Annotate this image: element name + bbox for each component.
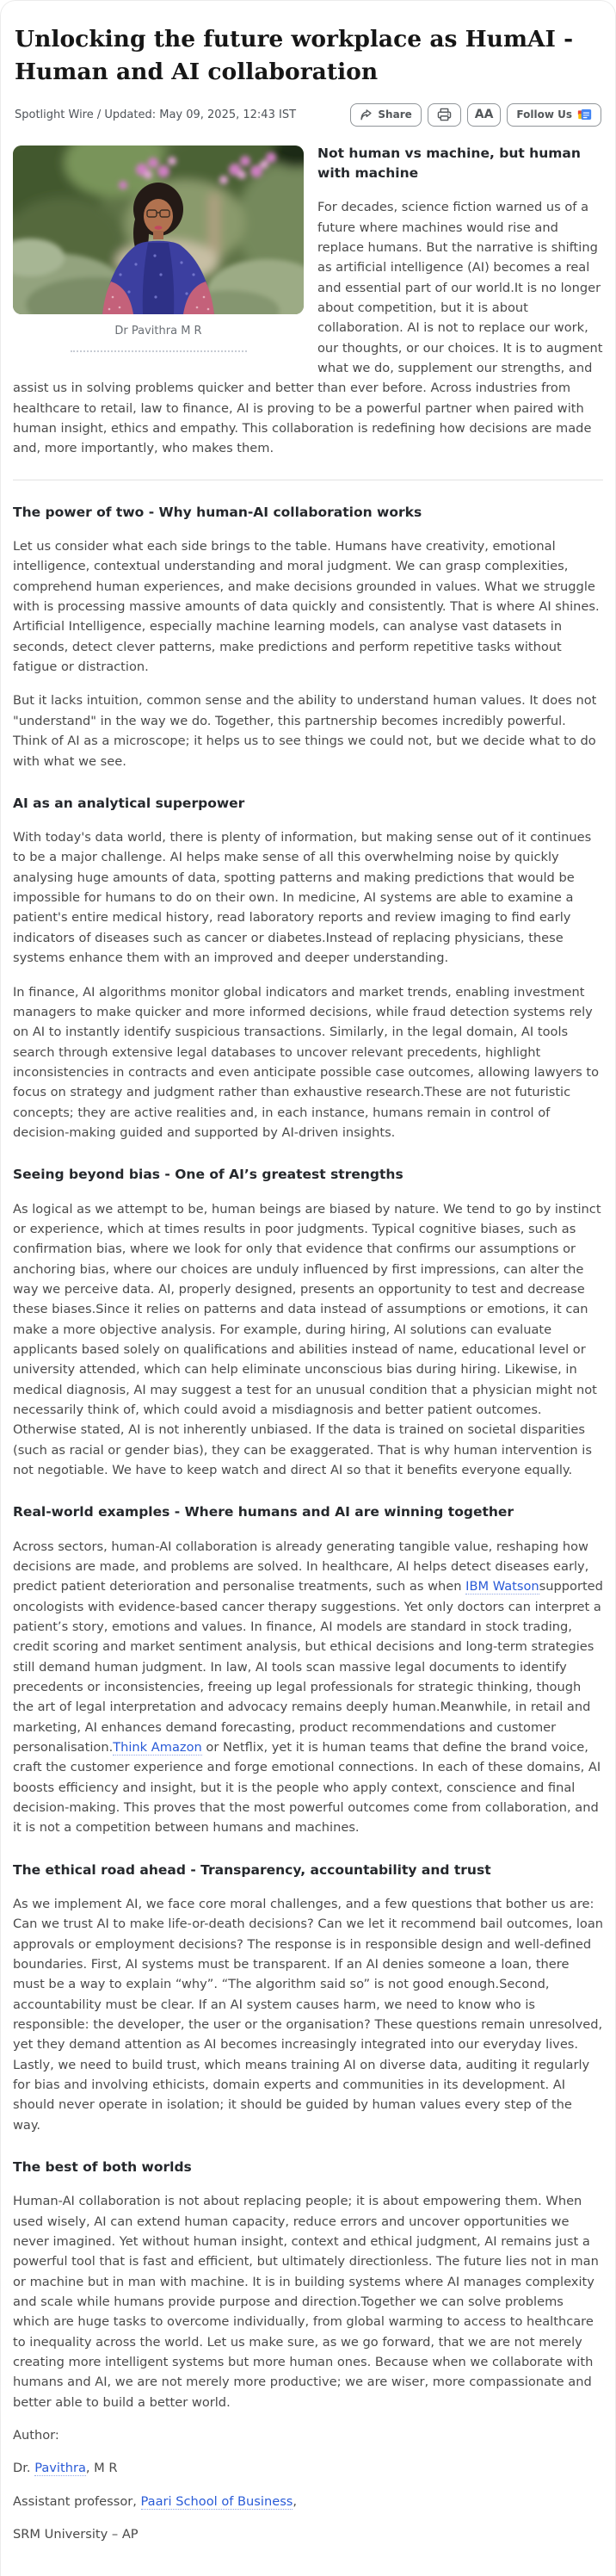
text-run: For decades, science fiction warned us of a future where machines would rise and replace humans. But the narrative is shifting as artificial intelligence (AI) becomes a real and essential part of our world.It is no longer about competition, but it is about collaboration. AI is not to replace our work, our thoughts, or our choices. It is to augment what we do, supplement our strengths, and assist us in solving problems quicker and better than ever before. Across industries from healthcare to retail, law to finance, AI is proving to be a powerful partner when paired with human insight, ethics and empathy. This collaboration is redefining how decisions are made and, more importantly, who makes them. [13,200,603,456]
share-label: Share [378,108,412,121]
paragraph [13,2191,603,2412]
author-line [13,2458,603,2478]
author-lines [13,2458,603,2544]
inline-link[interactable]: Think Amazon [113,1740,202,1755]
section-heading: The power of two - Why human-AI collaboration works [13,504,422,520]
author-line [13,2492,603,2511]
share-icon [360,109,373,121]
text-run: In finance, AI algorithms monitor global indicators and market trends, enabling investment managers to make quicker and more informed decisions, while fraud detection systems rely on AI to instantly identify suspicious transactions. Similarly, in the legal domain, AI tools search through extensive legal databases to uncover relevant precedents, highlight inconsistencies in contracts and even anticipate possible case outcomes, allowing lawyers to focus on strategy and judgment rather than exhaustive research.These are not futuristic concepts; they are active realities and, in each instance, humans remain in control of decision-making guided and supported by AI-driven insights. [13,984,600,1140]
page-title: Unlocking the future workplace as HumAI - Human and AI collaboration [15,26,574,86]
author-line [13,2524,603,2544]
section-heading: The best of both worlds [13,2159,192,2176]
inline-link[interactable]: Paari School of Business [140,2493,293,2509]
section-heading: AI as an analytical superpower [13,795,245,811]
follow-us-button[interactable] [507,103,601,127]
follow-us-label: Follow Us [516,108,572,121]
text-run: Dr. [13,2461,35,2476]
caption-divider [71,350,247,352]
text-run: Let us consider what each side brings to the table. Humans have creativity, emotional intelligence, contextual understanding and moral judgment. We can grasp complexities, comprehend human experiences, and make decisions grounded in values. What we struggle with is processing massive amounts of data quickly and consistently. That is where AI shines. Artificial Intelligence, especially machine learning models, can analyse vast datasets in seconds, detect clever patterns, make predictions and perform repetitive tasks without fatigue or distraction. [13,539,600,675]
section-heading: The ethical road ahead - Transparency, accountability and trust [13,1861,491,1878]
text-run: With today's data world, there is plenty of information, but making sense out of it continues to be a major challenge. AI helps make sense of all this overwhelming noise by quickly analysing huge amounts of data, spotting patterns and making predictions that would be impossible for humans to do on their own. In medicine, AI systems are able to examine a patient's entire medical history, read laboratory reports and review imaging to find early indicators of diseases such as cancer or diabetes.Instead of replacing physicians, these systems enhance them with an improved and deeper understanding. [13,830,592,966]
article-sections [13,503,603,2412]
text-size-label: AA [474,108,494,122]
share-button[interactable] [350,103,421,127]
print-button[interactable] [428,103,461,127]
text-run: Across sectors, human-AI collaboration is already generating tangible value, reshaping how decisions are made, and problems are solved. In healthcare, AI helps detect diseases early, predict patient deterioration and personalise treatments, such as when [13,1539,589,1595]
paragraph [13,690,603,771]
text-run: But it lacks intuition, common sense and the ability to understand human values. It does not "understand" in the way we do. Together, this partnership becomes incredibly powerful. Think of AI as a microscope; it helps us to see things we could not, but we decide what to do with what we see. [13,693,597,769]
paragraph [13,827,603,968]
printer-icon [437,108,452,121]
paragraph [13,982,603,1143]
text-run: As logical as we attempt to be, human beings are biased by nature. We tend to go by instinct or experience, which at times results in poor judgments. Typical cognitive biases, such as confirmation bias, where we look for only that evidence that confirms our assumptions or anchoring bias, where our choices are unduly influenced by first impressions, can alter the way we perceive data. AI, properly designed, presents an opportunity to test and decrease these biases.Since it relies on patterns and data instead of assumptions or emotions, it can make a more objective analysis. For example, during hiring, AI solutions can evaluate applicants based solely on qualifications and abilities instead of name, educational level or university attended, which can help eliminate unconscious bias during hiring. Likewise, in medical diagnosis, AI may suggest a test for an unusual condition that a physician might not necessarily think of, which could avoid a misdiagnosis and better patient outcomes. Otherwise stated, AI is not inherently unbiased. If the data is trained on societal disparities (such as racial or gender bias), they can be exaggerated. That is why human intervention is not negotiable. We have to keep watch and direct AI so that it benefits everyone equally. [13,1201,601,1477]
inline-link[interactable]: IBM Watson [465,1579,539,1595]
text-run: , M R [85,2461,118,2476]
photo-caption: Dr Pavithra M R [114,324,202,337]
section-heading: Seeing beyond bias - One of AI’s greatest strengths [13,1167,403,1183]
paragraph [13,1199,603,1481]
article-body [13,144,603,2545]
meta-row [15,103,601,127]
text-run: or Netflix, yet it is human teams that define the brand voice, craft the customer experience and forge emotional connections. In each of these domains, AI boosts efficiency and insight, but it is the people who apply context, conscience and final decision-making. This proves that the most powerful outcomes come from collaboration, and it is not a competition between humans and machines. [13,1740,601,1836]
author-label: Author: [13,2428,59,2443]
article-photo [13,146,304,314]
text-run: supported oncologists with evidence-based cancer therapy suggestions. Yet only doctors can interpret a patient’s story, emotions and values. In finance, AI models are standard in stock trading, credit scoring and market sentiment analysis, but ethical decisions and long-term strategies still demand human judgment. In law, AI tools scan massive legal documents to identify precedents or inconsistencies, freeing up legal professionals for strategic thinking, though the art of legal interpretation and advocacy remains deeply human.Meanwhile, in retail and marketing, AI enhances demand forecasting, product recommendations and customer personalisation. [13,1579,603,1755]
text-run: As we implement AI, we face core moral challenges, and a few questions that bother us are: Can we trust AI to make life-or-death decisions? Can we let it recommend bail outcomes, loan approvals or employment decisions? The response is in responsible design and well-defined boundaries. First, AI systems must be transparent. If an AI denies someone a loan, there must be a way to explain “why”. “The algorithm said so” is not good enough.Second, accountability must be clear. If an AI system causes harm, we need to know who is responsible: the developer, the user or the organisation? These questions remain unresolved, yet they demand attention as AI becomes increasingly integrated into our everyday lives. Lastly, we need to build trust, which means training AI on diverse data, auditing it regularly for bias and involving ethicists, domain experts and communities in its development. AI should never operate in isolation; it should be guided by human values every step of the way. [13,1896,604,2133]
paragraph [13,536,603,677]
google-news-icon [577,108,592,121]
paragraph [13,1537,603,1838]
article-toolbar [350,103,601,127]
text-run: SRM University – AP [13,2527,139,2542]
inline-link[interactable]: Pavithra [34,2461,86,2476]
text-run: Human-AI collaboration is not about replacing people; it is about empowering them. When used wisely, AI can extend human capacity, reduce errors and uncover opportunities we never imagined. Yet without human insight, context and ethical judgment, AI remains just a powerful tool that is fast and efficient, but ultimately directionless. The future lies not in man or machine but in man with machine. It is in building systems where AI manages complexity and scale while humans provide purpose and direction.Together we can solve problems which are huge tasks to overcome individually, from global warming to access to healthcare to inequality across the world. Let us make sure, as we go forward, that we are not merely creating more intelligent systems but more human ones. Because when we collaborate with humans and AI, we are not merely more productive; we are wiser, more compassionate and better able to build a better world. [13,2194,599,2410]
article-figure [13,146,304,352]
author-block [13,2425,603,2544]
text-size-button[interactable] [467,103,502,127]
lead-heading: Not human vs machine, but human with machine [317,145,581,182]
byline-updated: Spotlight Wire / Updated: May 09, 2025, 12:43 IST [15,108,297,121]
paragraph [13,1894,603,2135]
section-heading: Real-world examples - Where humans and AI are winning together [13,1504,514,1520]
text-run: Assistant professor, [13,2493,141,2509]
text-run: , [293,2493,298,2509]
